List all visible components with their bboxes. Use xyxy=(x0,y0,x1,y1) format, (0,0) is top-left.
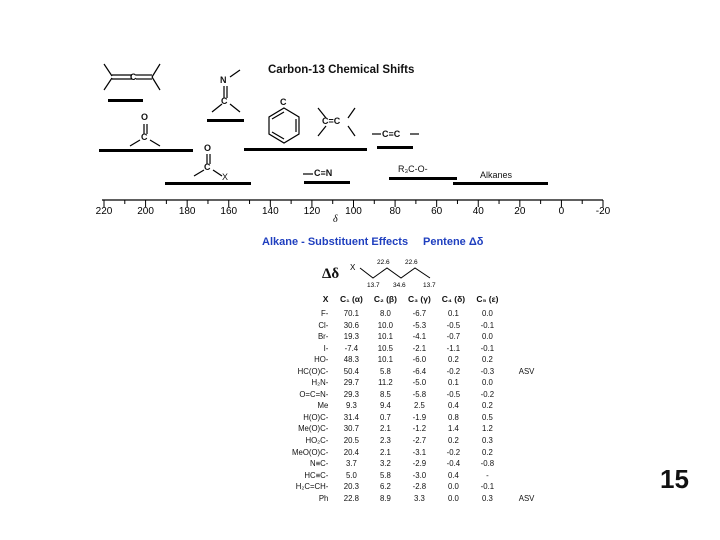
c4-cell: -0.7 xyxy=(446,332,461,342)
scale-tick-label: 80 xyxy=(389,206,401,217)
note-cell xyxy=(504,343,534,355)
note-cell xyxy=(504,435,534,447)
column-header: C₅ (ε) xyxy=(476,293,499,304)
alkanes-range-bar xyxy=(453,182,548,185)
slide-title: Carbon-13 Chemical Shifts xyxy=(268,64,415,76)
c1-cell: 70.1 xyxy=(343,309,359,318)
c2-cell: 5.8 xyxy=(379,470,391,480)
c4-cell: 0.0 xyxy=(447,493,459,503)
c5-cell: 1.2 xyxy=(481,424,493,434)
substituent-cell: I- xyxy=(323,343,329,353)
column-header: C₂ (β) xyxy=(373,293,397,304)
c3-cell: -5.0 xyxy=(412,378,427,388)
c5-cell: 0.3 xyxy=(481,436,493,446)
c4-cell: -0.4 xyxy=(446,459,461,469)
table-row xyxy=(292,400,534,412)
note-cell xyxy=(504,331,534,343)
nitrile-label: C≡N xyxy=(314,168,333,178)
c1-cell: 9.3 xyxy=(345,401,357,411)
scale-tick-label: 140 xyxy=(261,206,279,217)
substituent-cell: MeO(O)C- xyxy=(292,447,329,457)
carbonyl-range-bar xyxy=(99,149,193,152)
c3-cell: -6.0 xyxy=(412,355,427,365)
column-header: X xyxy=(322,293,329,304)
scale-tick-label: 120 xyxy=(303,206,321,217)
note-cell xyxy=(504,470,534,482)
table-row xyxy=(292,308,534,320)
benzene-c-label: C xyxy=(280,97,287,107)
c5-cell: 0.2 xyxy=(481,447,493,457)
c4-cell: -0.2 xyxy=(446,447,461,457)
table-row xyxy=(292,493,534,505)
table-row xyxy=(292,481,534,493)
c4-cell: -0.2 xyxy=(446,366,461,376)
c3-cell: -2.9 xyxy=(412,459,427,469)
ether-range-bar xyxy=(389,177,457,180)
scale-tick-label: 60 xyxy=(431,206,443,217)
substituent-cell: H(O)C- xyxy=(303,412,329,422)
note-cell: ASV xyxy=(518,366,535,376)
scale-tick-label: 200 xyxy=(137,206,154,217)
scale-tick-label: 100 xyxy=(345,206,362,217)
c1-cell: 29.3 xyxy=(343,389,359,399)
c3-cell: -5.8 xyxy=(412,389,427,399)
c4-cell: 0.4 xyxy=(447,470,459,480)
c4-cell: 1.4 xyxy=(447,424,459,434)
substituent-cell: H₂C=CH- xyxy=(295,482,329,492)
table-header-row xyxy=(292,292,534,308)
c5-cell: 0.0 xyxy=(481,378,493,388)
substituent-table xyxy=(292,292,534,504)
c2-cell: 2.1 xyxy=(379,447,391,457)
c3-cell: -6.4 xyxy=(412,366,427,376)
c5-cell: 0.0 xyxy=(481,332,493,342)
imine-c-label: C xyxy=(221,96,228,106)
c4-cell: 0.0 xyxy=(447,482,459,492)
c3-cell: -5.3 xyxy=(412,320,427,330)
scale-tick-label: 0 xyxy=(558,206,565,217)
substituent-cell: Br- xyxy=(317,332,329,342)
pentene-bottom-value: 13.7 xyxy=(367,282,380,289)
c4-cell: -0.5 xyxy=(446,320,461,330)
c2-cell: 11.2 xyxy=(378,378,393,388)
pentene-title: Pentene Δδ xyxy=(423,236,484,248)
substituent-cell: Ph xyxy=(318,493,329,503)
c2-cell: 8.0 xyxy=(379,309,391,318)
column-header: C₄ (δ) xyxy=(441,293,466,304)
c3-cell: -3.0 xyxy=(412,470,427,480)
scale-tick-label: 180 xyxy=(178,206,196,217)
c5-cell: 0.0 xyxy=(481,309,493,318)
table-row xyxy=(292,447,534,459)
alkanes-label: Alkanes xyxy=(480,170,513,180)
note-cell xyxy=(504,354,534,366)
table-row xyxy=(292,435,534,447)
c5-cell: 0.3 xyxy=(481,493,493,503)
c1-cell: 31.4 xyxy=(343,412,359,422)
c1-cell: 20.5 xyxy=(343,436,359,446)
c4-cell: 0.1 xyxy=(447,378,459,388)
note-cell xyxy=(504,458,534,470)
table-row xyxy=(292,423,534,435)
note-cell xyxy=(504,447,534,459)
c2-cell: 0.7 xyxy=(379,412,391,422)
pentene-structure xyxy=(360,268,430,278)
c5-cell: -0.2 xyxy=(480,389,495,399)
alkyne-label: C≡C xyxy=(382,129,401,139)
substituent-cell: Cl- xyxy=(318,320,329,330)
c3-cell: -3.1 xyxy=(412,447,427,457)
pentene-top-value: 22.6 xyxy=(377,259,390,266)
acyl-range-bar xyxy=(165,182,251,185)
note-cell: ASV xyxy=(518,493,535,503)
c2-cell: 10.1 xyxy=(377,355,393,365)
c1-cell: 22.8 xyxy=(343,493,359,503)
page-number: 15 xyxy=(660,464,689,494)
substituent-cell: N≡C- xyxy=(309,459,329,469)
c2-cell: 10.1 xyxy=(377,332,393,342)
substituent-cell: HC≡C- xyxy=(304,470,329,480)
pentene-bottom-value: 13.7 xyxy=(423,282,436,289)
c2-cell: 2.3 xyxy=(379,436,391,446)
c3-cell: 2.5 xyxy=(413,401,425,411)
c1-cell: 20.4 xyxy=(343,447,359,457)
c3-cell: -2.8 xyxy=(412,482,427,492)
c1-cell: 3.7 xyxy=(345,459,357,469)
c2-cell: 9.4 xyxy=(379,401,391,411)
table-row xyxy=(292,320,534,332)
c1-cell: 5.0 xyxy=(345,470,357,480)
c5-cell: - xyxy=(486,470,489,480)
column-header: C₃ (γ) xyxy=(407,293,431,304)
substituent-effects-title: Alkane - Substituent Effects xyxy=(262,236,409,248)
aromatic-range-bar xyxy=(244,148,367,151)
c4-cell: 0.1 xyxy=(447,309,459,318)
allene-range-bar xyxy=(108,99,143,102)
c2-cell: 5.8 xyxy=(379,366,391,376)
c5-cell: 0.2 xyxy=(481,401,493,411)
acyl-x-label: X xyxy=(222,172,229,182)
note-cell xyxy=(504,481,534,493)
c4-cell: -0.5 xyxy=(446,389,461,399)
note-cell xyxy=(504,412,534,424)
c5-cell: -0.1 xyxy=(480,343,495,353)
c3-cell: -6.7 xyxy=(412,309,427,318)
column-header: C₁ (α) xyxy=(339,293,363,304)
c2-cell: 2.1 xyxy=(379,424,391,434)
c5-cell: -0.8 xyxy=(480,459,495,469)
c3-cell: -1.2 xyxy=(412,424,427,434)
table-row xyxy=(292,331,534,343)
pentene-bottom-value: 34.6 xyxy=(393,282,406,289)
acyl-c-label: C xyxy=(204,162,211,172)
c1-cell: 30.6 xyxy=(343,320,359,330)
c5-cell: 0.2 xyxy=(481,355,493,365)
c1-cell: 19.3 xyxy=(343,332,359,342)
note-cell xyxy=(504,308,534,320)
scale-unit-label: δ xyxy=(333,214,338,225)
c1-cell: -7.4 xyxy=(344,343,359,353)
delta-label: Δδ xyxy=(322,266,340,282)
c5-cell: -0.1 xyxy=(480,320,495,330)
substituent-cell: H₂N- xyxy=(311,378,329,388)
scale-tick-label: 20 xyxy=(514,206,526,217)
substituent-cell: HC(O)C- xyxy=(297,366,329,376)
table-row xyxy=(292,470,534,482)
c3-cell: -4.1 xyxy=(412,332,427,342)
nitrile-range-bar xyxy=(304,181,350,184)
c4-cell: 0.8 xyxy=(447,412,459,422)
substituent-cell: Me xyxy=(317,401,329,411)
table-row xyxy=(292,343,534,355)
pentene-x-label: X xyxy=(350,263,356,272)
c2-cell: 8.9 xyxy=(379,493,391,503)
c3-cell: -2.1 xyxy=(412,343,427,353)
ether-label: R₃C-O- xyxy=(398,164,428,174)
c2-cell: 8.5 xyxy=(379,389,391,399)
c2-cell: 10.0 xyxy=(377,320,393,330)
alkene-label: C=C xyxy=(322,116,341,126)
acyl-o-label: O xyxy=(204,143,212,153)
note-cell xyxy=(504,320,534,332)
c1-cell: 50.4 xyxy=(343,366,359,376)
table-row xyxy=(292,377,534,389)
alkyne-range-bar xyxy=(377,146,413,149)
substituent-cell: F- xyxy=(321,309,329,318)
c2-cell: 3.2 xyxy=(379,459,391,469)
c1-cell: 48.3 xyxy=(343,355,359,365)
c5-cell: 0.5 xyxy=(481,412,493,422)
table-row xyxy=(292,366,534,378)
table-row xyxy=(292,458,534,470)
c1-cell: 20.3 xyxy=(343,482,359,492)
benzene-structure xyxy=(269,108,299,143)
c4-cell: -1.1 xyxy=(446,343,461,353)
c1-cell: 29.7 xyxy=(343,378,359,388)
substituent-cell: O=C=N- xyxy=(299,389,329,399)
substituent-cell: HO- xyxy=(314,355,329,365)
scale-tick-label: -20 xyxy=(595,206,611,217)
scale-tick-label: 220 xyxy=(95,206,113,217)
c4-cell: 0.2 xyxy=(447,355,459,365)
note-cell xyxy=(504,400,534,412)
scale-tick-label: 40 xyxy=(472,206,484,217)
c2-cell: 6.2 xyxy=(379,482,391,492)
allene-center-c: C xyxy=(130,72,137,82)
c3-cell: -2.7 xyxy=(412,436,427,446)
c3-cell: 3.3 xyxy=(413,493,425,503)
imine-n-label: N xyxy=(220,75,227,85)
c1-cell: 30.7 xyxy=(343,424,359,434)
note-cell xyxy=(504,389,534,401)
imine-range-bar xyxy=(207,119,244,122)
table-row xyxy=(292,354,534,366)
table-row xyxy=(292,412,534,424)
note-cell xyxy=(504,423,534,435)
substituent-cell: HO₂C- xyxy=(305,436,329,446)
table-row xyxy=(292,389,534,401)
pentene-top-value: 22.6 xyxy=(405,259,418,266)
substituent-cell: Me(O)C- xyxy=(298,424,329,434)
c2-cell: 10.5 xyxy=(377,343,393,353)
c5-cell: -0.3 xyxy=(480,366,495,376)
c4-cell: 0.2 xyxy=(447,436,459,446)
c3-cell: -1.9 xyxy=(412,412,427,422)
c4-cell: 0.4 xyxy=(447,401,459,411)
scale-tick-label: 160 xyxy=(220,206,238,217)
c5-cell: -0.1 xyxy=(480,482,495,492)
note-cell xyxy=(504,377,534,389)
carbonyl-c-label: C xyxy=(141,132,148,142)
carbonyl-o-label: O xyxy=(141,112,149,122)
